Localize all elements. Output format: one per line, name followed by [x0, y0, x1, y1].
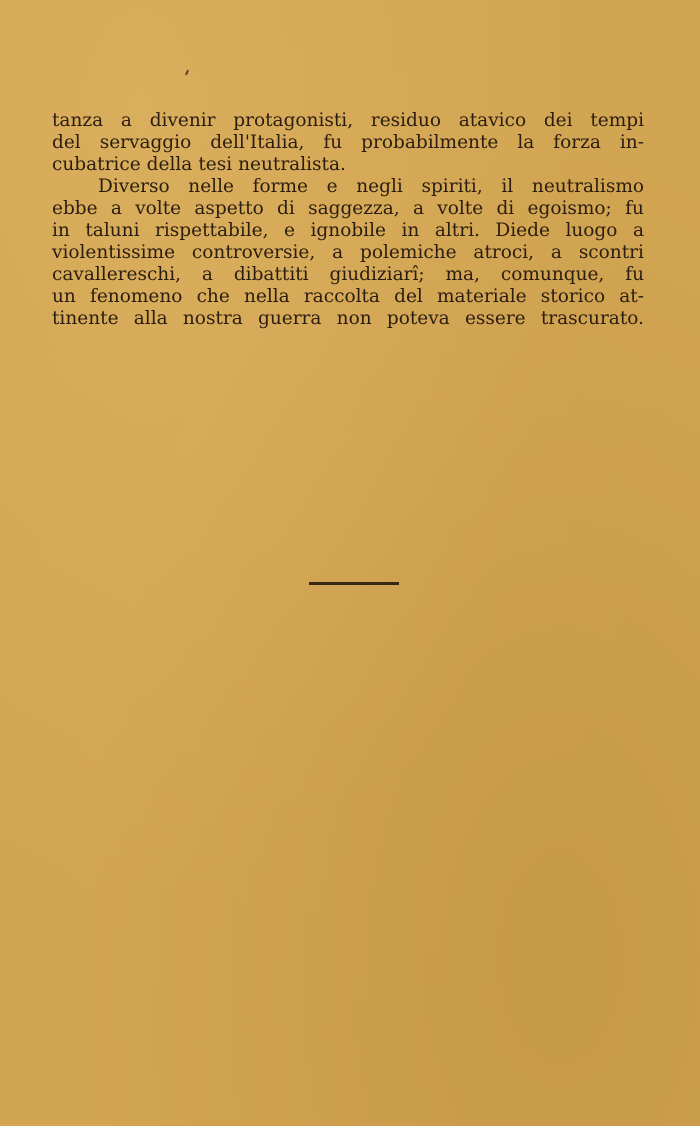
- word: nella: [243, 286, 290, 307]
- word: del: [394, 286, 423, 307]
- word: in: [401, 220, 420, 241]
- word: tanza: [52, 110, 104, 131]
- word: rispettabile,: [155, 220, 269, 241]
- word: neutralismo: [531, 176, 644, 197]
- word: storico: [540, 286, 606, 307]
- word: il: [501, 176, 514, 197]
- word: in-: [619, 132, 644, 153]
- text-line: [52, 264, 644, 286]
- word: nostra: [182, 308, 243, 329]
- word: servaggio: [99, 132, 192, 153]
- word: atavico: [458, 110, 527, 131]
- word: dell'Italia,: [210, 132, 305, 153]
- word: negli: [356, 176, 403, 197]
- word: tempi: [590, 110, 644, 131]
- word: di: [496, 198, 515, 219]
- word: la: [517, 132, 535, 153]
- word: a: [332, 242, 344, 263]
- word: della: [146, 154, 193, 175]
- word: Diverso: [98, 176, 170, 197]
- word: Diede: [495, 220, 550, 241]
- word: essere: [464, 308, 526, 329]
- word: at-: [619, 286, 644, 307]
- word: taluni: [85, 220, 140, 241]
- word: poteva: [386, 308, 450, 329]
- body-text: [52, 110, 644, 330]
- text-line: [52, 132, 644, 154]
- text-line: [52, 154, 644, 176]
- word: luogo: [565, 220, 618, 241]
- word: spiriti,: [421, 176, 483, 197]
- word: saggezza,: [308, 198, 400, 219]
- word: altri.: [434, 220, 480, 241]
- word: ignobile: [310, 220, 386, 241]
- word: a: [120, 110, 132, 131]
- word: e: [326, 176, 338, 197]
- word: protagonisti,: [233, 110, 354, 131]
- word: volte: [135, 198, 182, 219]
- word: materiale: [437, 286, 527, 307]
- word: atroci,: [473, 242, 535, 263]
- word: ebbe: [52, 198, 98, 219]
- word: cubatrice: [52, 154, 141, 175]
- text-line: [52, 242, 644, 264]
- word: giudiziarî;: [329, 264, 425, 285]
- word: controversie,: [191, 242, 316, 263]
- word: dibattiti: [233, 264, 309, 285]
- text-line: [52, 198, 644, 220]
- word: fu: [625, 198, 644, 219]
- word: scontri: [578, 242, 644, 263]
- text-line: [52, 308, 644, 330]
- word: neutralista.: [238, 154, 346, 175]
- word: raccolta: [303, 286, 380, 307]
- word: guerra: [257, 308, 322, 329]
- word: e: [284, 220, 295, 241]
- word: probabilmente: [361, 132, 499, 153]
- word: a: [550, 242, 562, 263]
- word: a: [110, 198, 122, 219]
- word: violentissime: [52, 242, 176, 263]
- word: forme: [252, 176, 308, 197]
- word: fu: [625, 264, 644, 285]
- word: nelle: [188, 176, 234, 197]
- section-divider: [309, 582, 399, 585]
- word: alla: [133, 308, 168, 329]
- word: polemiche: [360, 242, 457, 263]
- word: comunque,: [500, 264, 605, 285]
- word: forza: [553, 132, 601, 153]
- word: trascurato.: [540, 308, 644, 329]
- word: tinente: [52, 308, 119, 329]
- text-line: [52, 176, 644, 198]
- word: di: [277, 198, 295, 219]
- text-line: [52, 220, 644, 242]
- word: cavallereschi,: [52, 264, 182, 285]
- word: in: [52, 220, 70, 241]
- text-line: [52, 110, 644, 132]
- ink-speck: [185, 70, 189, 75]
- paragraph-2: [52, 176, 644, 330]
- word: residuo: [370, 110, 441, 131]
- word: dei: [543, 110, 573, 131]
- word: del: [52, 132, 81, 153]
- word: a: [632, 220, 644, 241]
- paragraph-1: [52, 110, 644, 176]
- word: fenomeno: [90, 286, 183, 307]
- word: divenir: [149, 110, 216, 131]
- word: a: [201, 264, 213, 285]
- word: a: [412, 198, 424, 219]
- word: volte: [437, 198, 484, 219]
- word: egoismo;: [527, 198, 612, 219]
- word: aspetto: [194, 198, 264, 219]
- word: un: [52, 286, 76, 307]
- word: non: [336, 308, 372, 329]
- word: ma,: [445, 264, 480, 285]
- word: fu: [323, 132, 343, 153]
- word: che: [196, 286, 230, 307]
- word: tesi: [198, 154, 233, 175]
- text-line: [52, 286, 644, 308]
